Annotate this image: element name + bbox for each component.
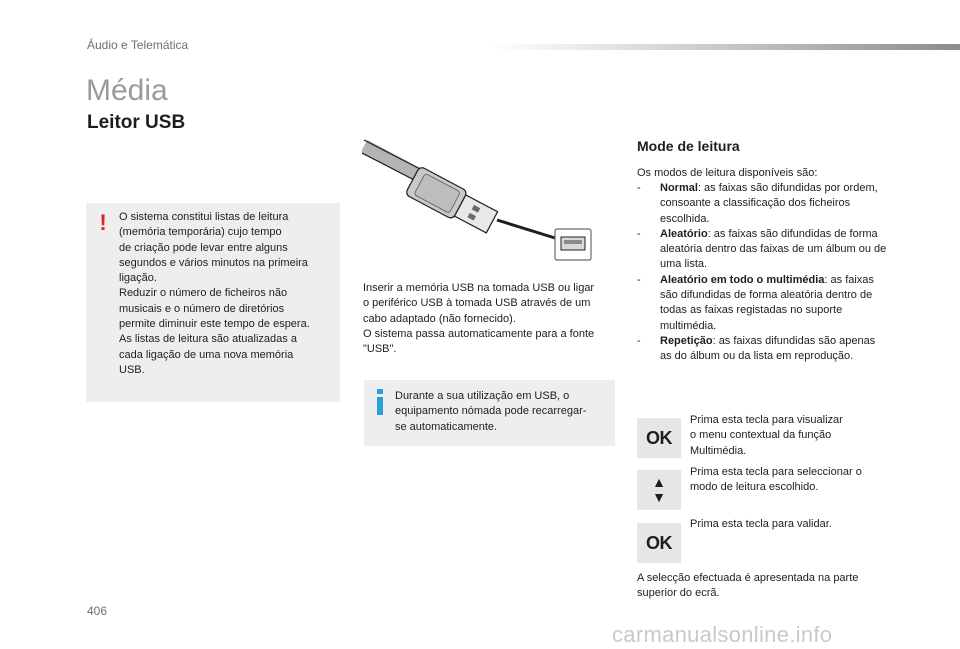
arrows-description [690, 465, 890, 496]
ok-key-validate[interactable] [637, 523, 681, 563]
list-dash: - [637, 273, 641, 286]
page-number: 406 [87, 604, 108, 618]
warning-line: ligação. [119, 272, 157, 285]
mode-name: Repetição [660, 334, 713, 347]
mode-item-random [637, 227, 887, 273]
usb-illustration [362, 138, 592, 262]
arrow-keys[interactable] [637, 470, 681, 510]
mode-desc: : as faixas são difundidas por ordem, consoante a classificação dos ficheiros escolhida. [660, 182, 878, 225]
warning-line: cada ligação de uma nova memória [119, 348, 294, 361]
mode-name: Aleatório em todo o multimédia [660, 273, 825, 286]
warning-line: As listas de leitura são atualizadas a [119, 333, 297, 346]
ok-key-menu[interactable] [637, 418, 681, 458]
ok-label: OK [646, 427, 672, 448]
ok-label: OK [646, 532, 672, 553]
list-dash: - [637, 227, 641, 240]
info-icon [375, 389, 385, 415]
info-line: se automaticamente. [395, 420, 498, 433]
insert-line: "USB". [363, 343, 397, 356]
modes-heading: Mode de leitura [637, 138, 740, 154]
desc-line: Prima esta tecla para seleccionar o [690, 466, 862, 478]
list-dash: - [637, 182, 641, 194]
warning-line: (memória temporária) cujo tempo [119, 226, 282, 239]
insert-instructions [363, 281, 619, 357]
warning-line: permite diminuir este tempo de espera. [119, 318, 310, 331]
note-line: A selecção efectuada é apresentada na parte [637, 572, 859, 584]
mode-desc: : as faixas são difundidas de forma aleatória dentro das faixas de um álbum ou de uma lista. [660, 227, 887, 271]
up-arrow-icon: ▲ [652, 474, 666, 490]
warning-line: de criação pode levar entre alguns [119, 241, 288, 254]
note-line: superior do ecrã. [637, 587, 720, 600]
warning-line: segundos e vários minutos na primeira [119, 256, 308, 269]
down-arrow-icon: ▼ [652, 489, 666, 505]
warning-line: O sistema constitui listas de leitura [119, 211, 289, 223]
page-subtitle: Leitor USB [87, 112, 186, 133]
desc-line: Prima esta tecla para visualizar [690, 414, 843, 426]
insert-line: o periférico USB à tomada USB através de um [363, 297, 591, 310]
info-line: equipamento nómada pode recarregar- [395, 405, 587, 418]
header-divider [490, 44, 960, 50]
exclamation-icon: ! [99, 210, 107, 235]
mode-item-normal [637, 181, 887, 227]
mode-desc: : as faixas são difundidas de forma aleatória dentro de todas as faixas registadas no suporte multimédia. [660, 273, 874, 332]
modes-intro: Os modos de leitura disponíveis são: [637, 167, 818, 179]
insert-line: O sistema passa automaticamente para a fonte [363, 327, 595, 340]
modes-list [637, 181, 887, 365]
watermark: carmanualsonline.info [612, 622, 833, 647]
mode-item-random-all [637, 273, 887, 334]
mode-item-repeat [637, 334, 887, 365]
insert-line: cabo adaptado (não fornecido). [363, 312, 516, 325]
ok-menu-description [690, 413, 890, 459]
info-line: Durante a sua utilização em USB, o [395, 390, 570, 402]
ok-validate-description: Prima esta tecla para validar. [690, 518, 832, 530]
warning-line: USB. [119, 363, 145, 376]
page-title: Média [86, 74, 168, 107]
warning-line: Reduzir o número de ficheiros não [119, 287, 288, 300]
warning-line: musicais e o número de diretórios [119, 302, 285, 315]
mode-desc: : as faixas difundidas são apenas as do álbum ou da lista em reprodução. [660, 334, 876, 363]
desc-line: o menu contextual da função [690, 429, 832, 442]
mode-name: Aleatório [660, 227, 708, 240]
list-dash: - [637, 334, 641, 347]
insert-line: Inserir a memória USB na tomada USB ou ligar [363, 282, 595, 294]
mode-name: Normal [660, 182, 698, 194]
desc-line: modo de leitura escolhido. [690, 481, 819, 494]
selection-note [637, 571, 897, 602]
warning-text [119, 210, 334, 378]
info-text [395, 389, 607, 435]
desc-line: Multimédia. [690, 444, 747, 457]
header-section-label: Áudio e Telemática [87, 38, 189, 52]
